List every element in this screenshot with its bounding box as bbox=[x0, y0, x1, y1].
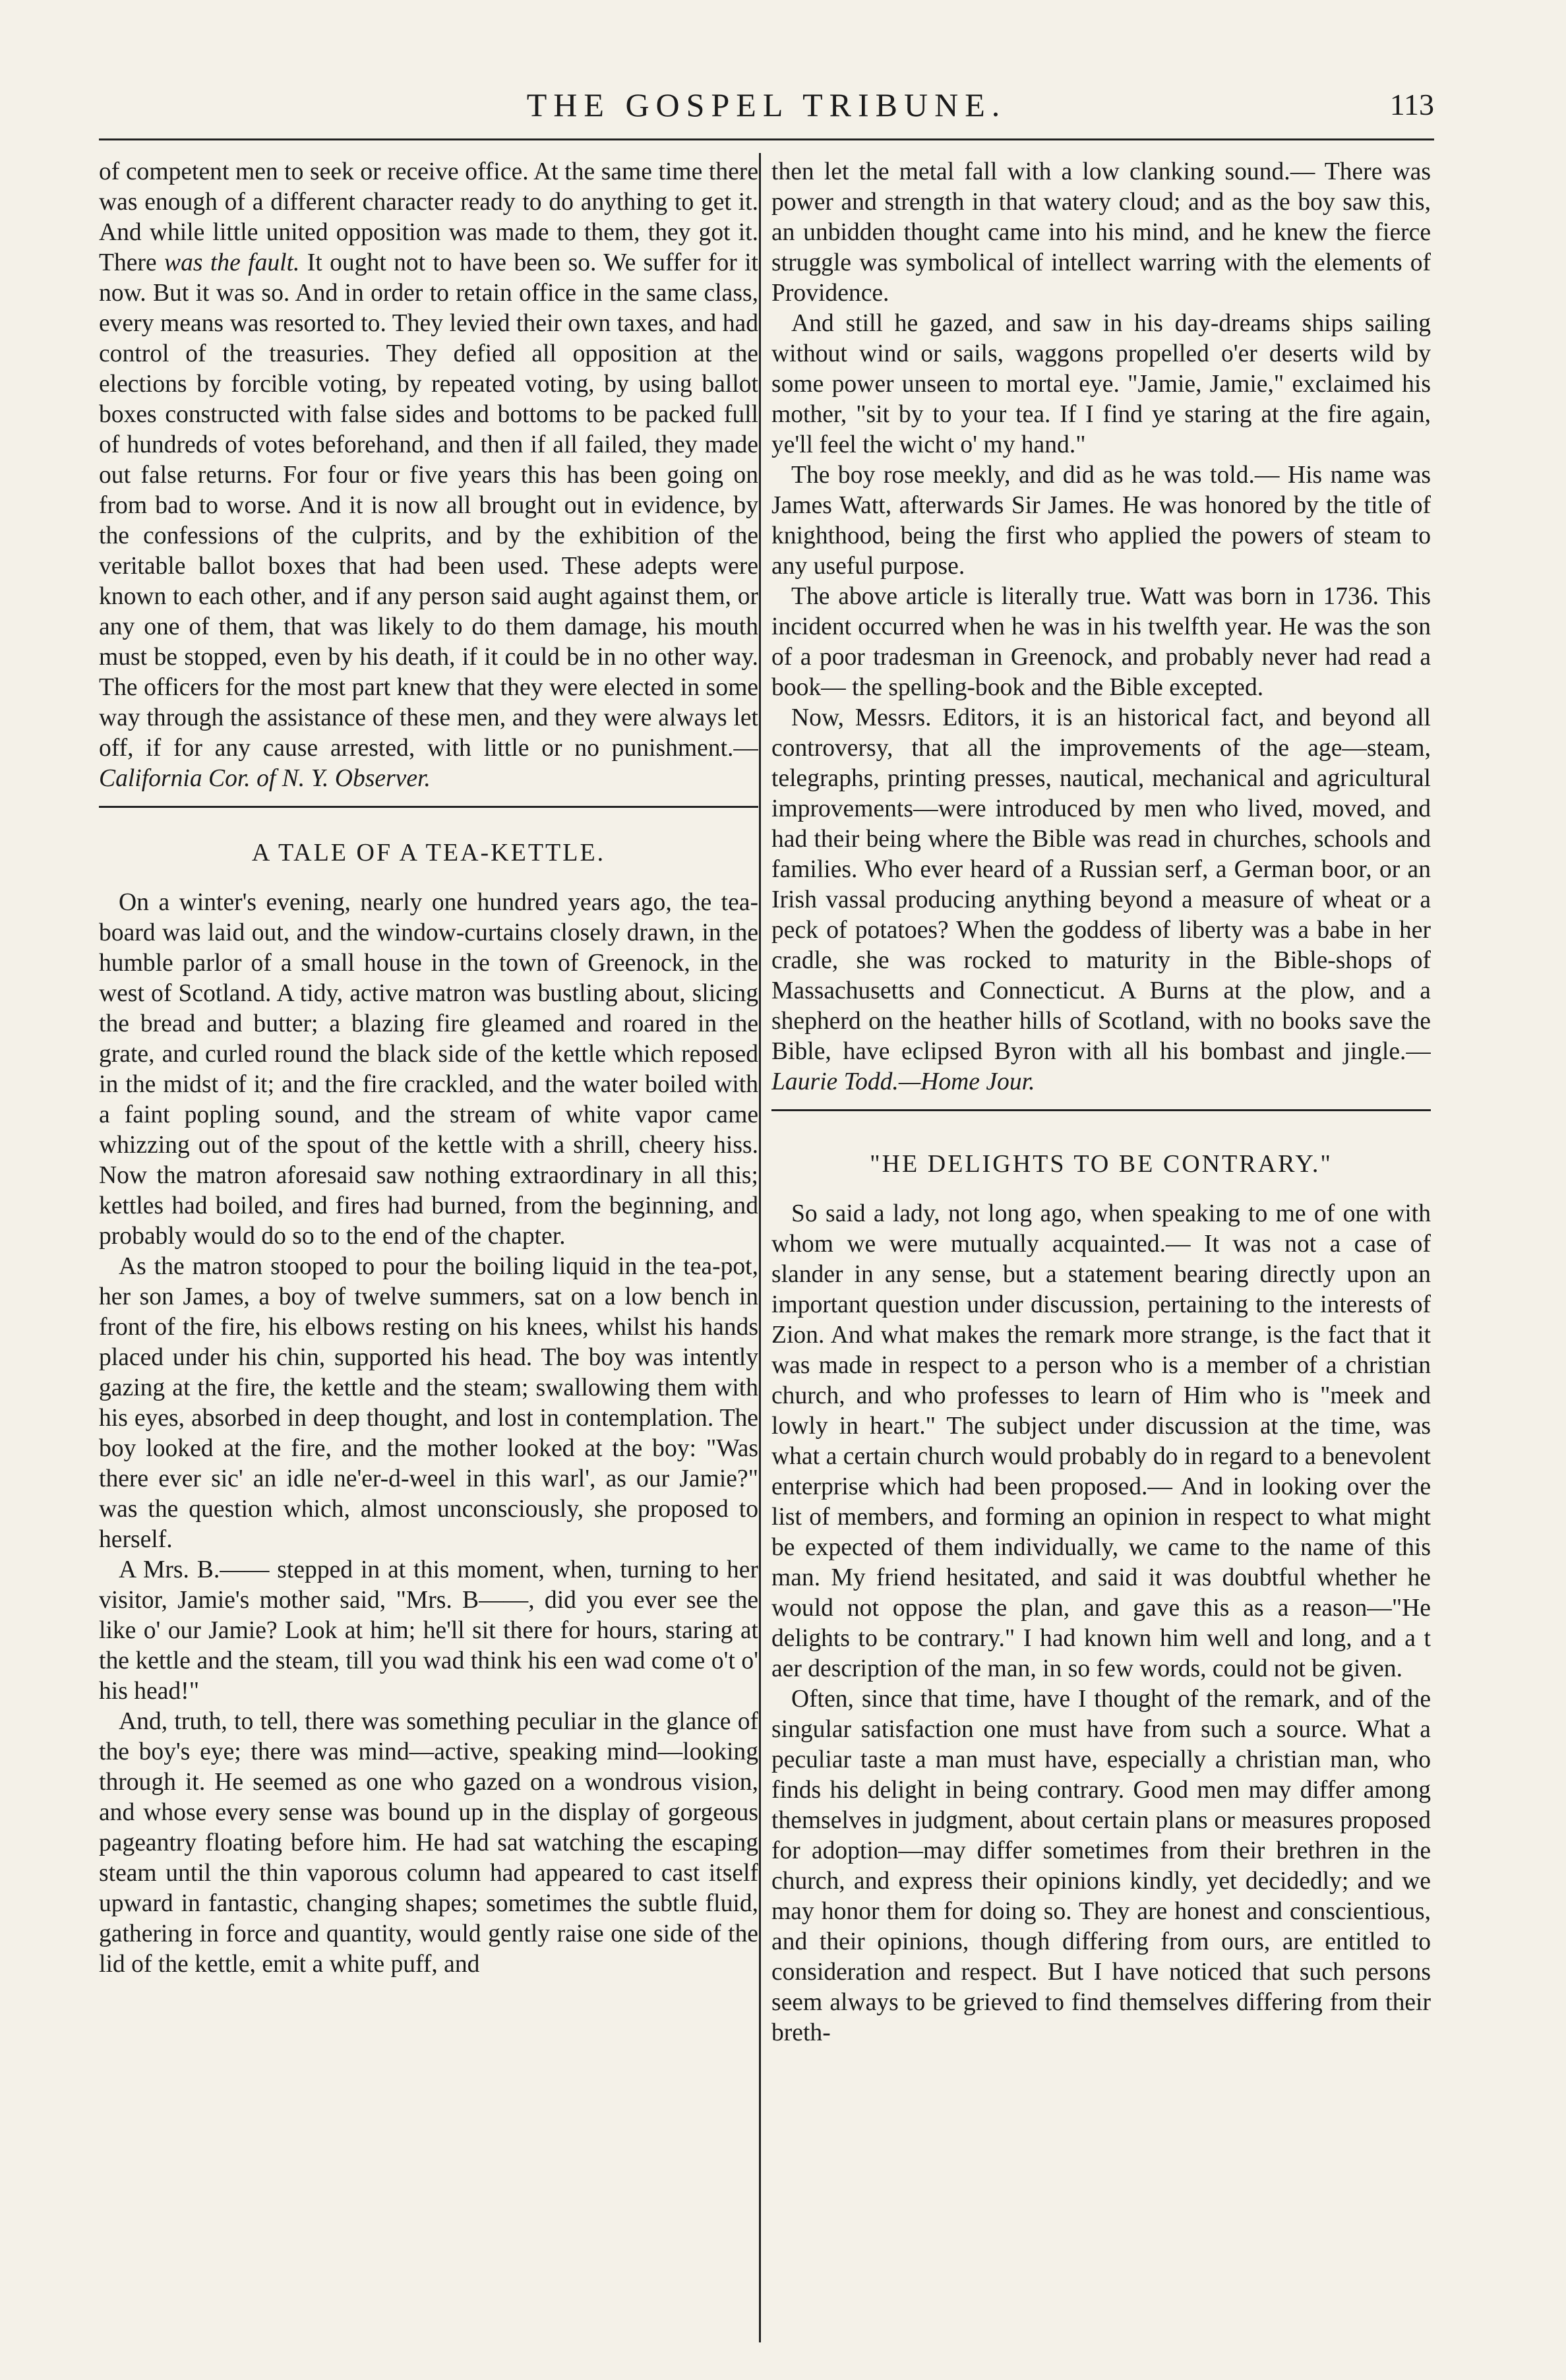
emphasis-fault: fault. bbox=[248, 249, 300, 276]
tale-paragraph: As the matron stooped to pour the boiling liquid in the tea-pot, her son James, a boy of twelve summers, sat on a low bench in front of the fire, his elbows resting on his knees, whilst his hands placed under his chin, supported his head. The boy was intently gazing at the fire, the kettle and the steam; swallowing them with his eyes, absorbed in deep thought, and lost in contemplation. The boy looked at the fire, and the mother looked at the boy: "Was there ever sic' an idle ne'er-d-weel in this warl', as our Jamie?" was the question which, almost unconsciously, she proposed to herself. bbox=[99, 1253, 758, 1553]
continued-article-text: of competent men to seek or receive office. At the same time there was enough of a different character ready to do anything to get it. And while little united opposition was made to them, they got it. There bbox=[99, 158, 758, 276]
page-number: 113 bbox=[1389, 88, 1434, 121]
tale-source: Laurie Todd.—Home Jour. bbox=[771, 1068, 1035, 1095]
separator-rule bbox=[99, 806, 758, 808]
article-separator bbox=[771, 1109, 1431, 1125]
article-separator bbox=[99, 806, 758, 822]
contrary-paragraph: Often, since that time, have I thought of the remark, and of the singular satisfaction one must have from such a source. What a peculiar taste a man must have, especially a christian man, who finds his delight in being contrary. Good men may differ among themselves in judgment, about certain plans or measures proposed for adoption—may differ sometimes from their brethren in the church, and express their opinions kindly, yet decidedly; and we may honor them for doing so. They are honest and conscientious, and their opinions, though differing from ours, are entitled to consideration and respect. But I have noticed that such persons seem always to be grieved to find themselves differing from their breth- bbox=[771, 1686, 1431, 2046]
separator-rule bbox=[771, 1109, 1431, 1111]
continued-article-paragraph bbox=[99, 157, 758, 794]
tale-paragraph: On a winter's evening, nearly one hundred years ago, the tea-board was laid out, and the window-curtains closely drawn, in the humble parlor of a small house in the town of Greenock, in the west of Scotland. A tidy, active matron was bustling about, slicing the bread and butter; a blazing fire gleamed and roared in the grate, and curled round the black side of the kettle which reposed in the midst of it; and the fire crackled, and the water boiled with a faint popling sound, and the stream of white vapor came whizzing out of the spout of the kettle with a shrill, cheery hiss. Now the matron aforesaid saw nothing extraordinary in all this; kettles had boiled, and fires had burned, from the beginning, and probably would do so to the end of the chapter. bbox=[99, 889, 758, 1250]
tale-continued-paragraph: The above article is literally true. Watt was born in 1736. This incident occurred when he was in his twelfth year. He was the son of a poor tradesman in Greenock, and probably never had read a book— the spelling-book and the Bible excepted. bbox=[771, 583, 1431, 701]
tale-continued-paragraph: The boy rose meekly, and did as he was told.— His name was James Watt, afterwards Sir James. He was honored by the title of knighthood, being the first who applied the powers of steam to any useful purpose. bbox=[771, 462, 1431, 580]
tale-paragraph: A Mrs. B.—— stepped in at this moment, when, turning to her visitor, Jamie's mother said, "Mrs. B——, did you ever see the like o' our Jamie? Look at him; he'll sit there for hours, staring at the kettle and the steam, till you wad think his een wad come o't o' his head!" bbox=[99, 1556, 758, 1705]
continued-article-text-rest: It ought not to have been so. We suffer for it now. But it was so. And in order to retain office in the same class, every means was resorted to. They levied their own taxes, and had control of the treasuries. They defied all opposition at the elections by forcible voting, by repeated voting, by using ballot boxes constructed with false sides and bottoms to be packed full of hundreds of votes beforehand, and then if all failed, they made out false returns. For four or five years this has been going on from bad to worse. And it is now all brought out in evidence, by the confessions of the culprits, and by the exhibition of the veritable ballot boxes that had been used. These adepts were known to each other, and if any person said aught against them, or any one of them, that was likely to do them damage, his mouth must be stopped, even by his death, if it could be in no other way. The officers for the most part knew that they were elected in some way through the assistance of these men, and they were always let off, if for any cause arrested, with little or no punishment.— bbox=[99, 249, 758, 762]
running-head bbox=[99, 78, 1434, 131]
tale-paragraph: And, truth, to tell, there was something peculiar in the glance of the boy's eye; there was mind—active, speaking mind—looking through it. He seemed as one who gazed on a wondrous vision, and whose every sense was bound up in the display of gorgeous pageantry floating before him. He had sat watching the escaping steam until the thin vaporous column had appeared to cast itself upward in fantastic, changing shapes; sometimes the subtle fluid, gathering in force and quantity, would gently raise one side of the lid of the kettle, emit a white puff, and bbox=[99, 1708, 758, 1978]
right-column bbox=[771, 157, 1431, 2340]
tale-continued-paragraph: then let the metal fall with a low clanking sound.— There was power and strength in that watery cloud; and as the boy saw this, an unbidden thought came into his mind, and he knew the fierce struggle was symbolical of intellect warring with the elements of Providence. bbox=[771, 158, 1431, 307]
publication-title: THE GOSPEL TRIBUNE. bbox=[526, 86, 1007, 123]
tale-heading: A TALE OF A TEA-KETTLE. bbox=[251, 839, 606, 867]
tale-closing-text: Now, Messrs. Editors, it is an historical fact, and beyond all controversy, that all the improvements of the age—steam, telegraphs, printing presses, nautical, mechanical and agricultural improvements—were introduced by men who lived, moved, and had their being where the Bible was read in churches, schools and families. Who ever heard of a Russian serf, a German boor, or an Irish vassal producing anything beyond a measure of wheat or a peck of potatoes? When the goddess of liberty was a babe in her cradle, she was rocked to maturity in the Bible-shops of Massachusetts and Connecticut. A Burns at the plow, and a shepherd on the heather hills of Scotland, with no books save the Bible, have eclipsed Byron with all his bombast and jingle.— bbox=[771, 704, 1431, 1065]
emphasis-was: was the bbox=[164, 249, 241, 276]
column-rule bbox=[759, 153, 761, 2342]
tale-continued-paragraph: And still he gazed, and saw in his day-dreams ships sailing without wind or sails, waggons propelled o'er deserts wild by some power unseen to mortal eye. "Jamie, Jamie," exclaimed his mother, "sit by to your tea. If I find ye staring at the fire again, ye'll feel the wicht o' my hand." bbox=[771, 310, 1431, 458]
contrary-paragraph: So said a lady, not long ago, when speaking to me of one with whom we were mutually acquainted.— It was not a case of slander in any sense, but a statement bearing directly upon an important question under discussion, pertaining to the interests of Zion. And what makes the remark more strange, is the fact that it was made in respect to a person who is a member of a christian church, and who professes to learn of Him who is "meek and lowly in heart." The subject under discussion at the time, was what a certain church would probably do in regard to a benevolent enterprise which had been proposed.— And in looking over the list of members, and forming an opinion in respect to what might be expected of them individually, we came to the name of this man. My friend hesitated, and said it was doubtful whether he would not oppose the plan, and gave this as a reason—"He delights to be contrary." I had known him well and long, and a t aer description of the man, in so few words, could not be given. bbox=[771, 1200, 1431, 1682]
contrary-heading: "HE DELIGHTS TO BE CONTRARY." bbox=[870, 1150, 1333, 1178]
article-source: California Cor. of N. Y. Observer. bbox=[99, 765, 431, 792]
tale-continued-paragraph bbox=[771, 703, 1431, 1097]
header-rule bbox=[99, 138, 1434, 140]
left-column bbox=[99, 157, 758, 2340]
